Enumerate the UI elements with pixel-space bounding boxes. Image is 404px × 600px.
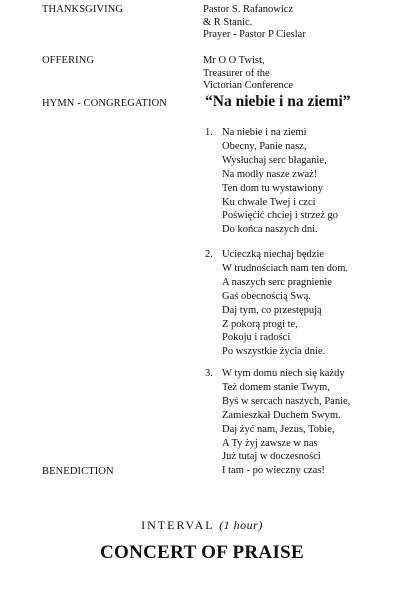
verse-line: W trudnościach nam ten dom. bbox=[222, 262, 349, 274]
interval-label: INTERVAL bbox=[141, 518, 215, 532]
offering-line: Victorian Conference bbox=[203, 80, 294, 91]
interval-duration: (1 hour) bbox=[219, 518, 263, 532]
offering-line: Treasurer of the bbox=[203, 67, 270, 79]
verse-line: Już tutaj w doczesności bbox=[222, 451, 321, 463]
verse-line: W tym domu niech się każdy bbox=[222, 368, 345, 379]
verse-line: Do końca naszych dni. bbox=[222, 224, 318, 236]
verse-line: Ucieczką niechaj będzie bbox=[222, 249, 325, 260]
offering-details bbox=[203, 55, 293, 93]
verse-line: Daj tym, co przestępują bbox=[222, 304, 322, 316]
thanksgiving-line: Prayer - Pastor P Cieslar bbox=[203, 29, 306, 40]
thanksgiving-details bbox=[203, 4, 306, 42]
interval-line bbox=[0, 518, 404, 533]
thanksgiving-label: THANKSGIVING bbox=[42, 4, 124, 15]
verse-line: Pokoju i radości bbox=[222, 332, 291, 344]
verse-number: 3. bbox=[205, 368, 213, 379]
thanksgiving-line: & R Stanic. bbox=[203, 16, 253, 28]
concert-title: CONCERT OF PRAISE bbox=[100, 542, 304, 563]
verse-line: I tam - po wieczny czas! bbox=[222, 465, 325, 477]
verse-line: Byś w sercach naszych, Panie, bbox=[222, 395, 351, 407]
verse-line: Obecny, Panie nasz, bbox=[222, 140, 307, 152]
verse-line: Ten dom tu wystawiony bbox=[222, 182, 324, 194]
verse-line: Poświęćić chciej i strzeż go bbox=[222, 210, 339, 222]
verse-line: Po wszystkie życia dnie. bbox=[222, 346, 326, 358]
hymn-label: HYMN - CONGREGATION bbox=[42, 98, 167, 109]
offering-line: Mr O O Twist, bbox=[203, 55, 265, 66]
verse-line: Daj żyć nam, Jezus, Tobie, bbox=[222, 423, 335, 435]
verse-line: A naszych serc pragnienie bbox=[222, 276, 332, 288]
verse-line: Na modły nasze zważ! bbox=[222, 168, 318, 180]
hymn-title: “Na niebie i na ziemi” bbox=[205, 93, 351, 110]
verse-line: Z pokorą progi te, bbox=[222, 318, 298, 330]
verse-line: Ku chwale Twej i czci bbox=[222, 196, 316, 208]
verse-line: Zamieszkał Duchem Swym. bbox=[222, 409, 341, 421]
verse-line: A Ty żyj zawsze w nas bbox=[222, 437, 318, 449]
verse-line: Też domem stanie Twym, bbox=[222, 381, 330, 393]
verse-number: 2. bbox=[205, 249, 213, 260]
offering-label: OFFERING bbox=[42, 55, 95, 66]
benediction-label: BENEDICTION bbox=[42, 466, 114, 477]
verse-line: Na niebie i na ziemi bbox=[222, 127, 307, 138]
thanksgiving-line: Pastor S. Rafanowicz bbox=[203, 4, 294, 15]
verse-number: 1. bbox=[205, 127, 213, 138]
verse-line: Gaś obecnością Swą. bbox=[222, 290, 311, 302]
verse-line: Wysłuchaj serc błaganie, bbox=[222, 154, 327, 166]
